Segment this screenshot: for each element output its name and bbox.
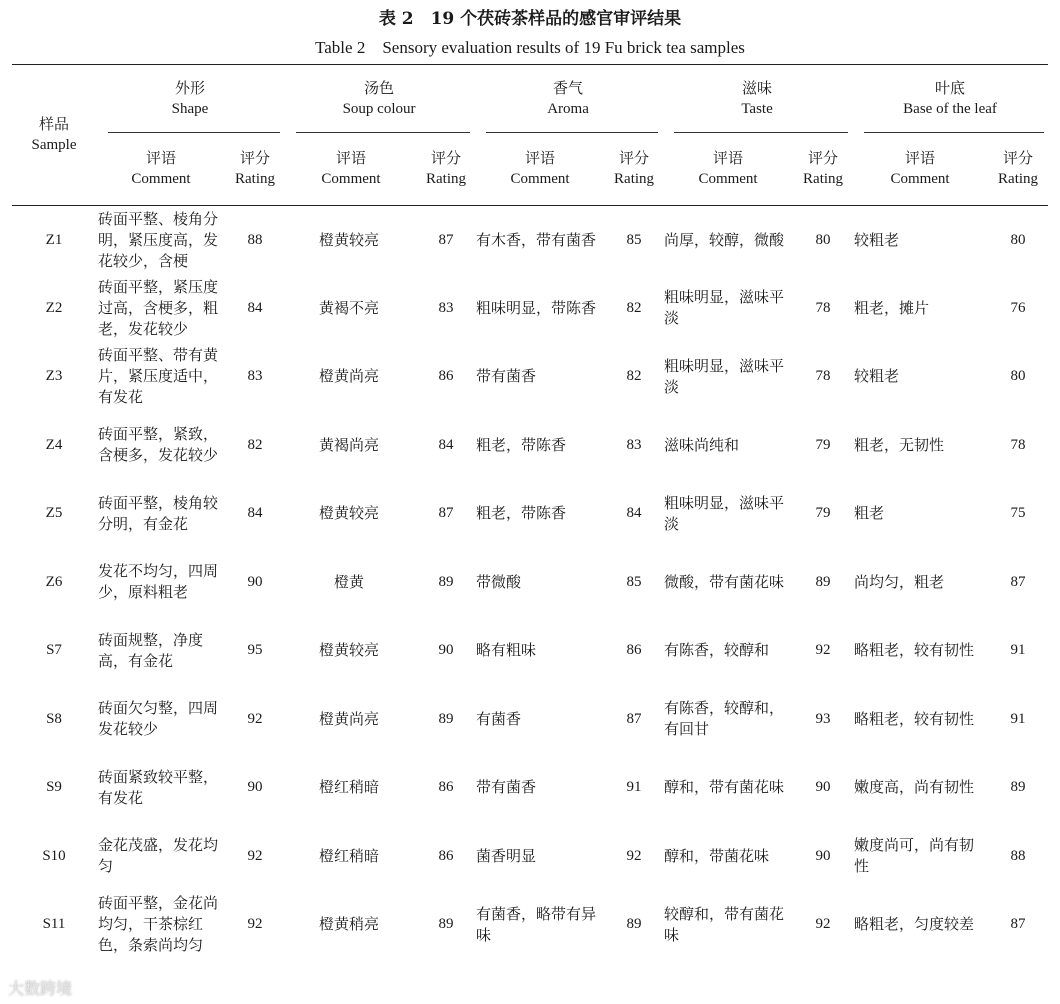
cell-aroma-comment: 有菌香，略带有异味 xyxy=(476,904,597,944)
cell-taste-rating: 78 xyxy=(815,299,831,316)
cell-soup-rating: 89 xyxy=(438,916,454,933)
cell-shape-rating: 90 xyxy=(247,573,263,590)
cell-aroma-comment: 粗老，带陈香 xyxy=(476,504,567,523)
cell-leaf-rating: 80 xyxy=(1010,231,1026,248)
cell-leaf-comment: 嫩度高，尚有韧性 xyxy=(854,778,975,797)
cell-soup-rating: 86 xyxy=(438,779,454,796)
cell-aroma-rating: 87 xyxy=(626,710,642,727)
cell-aroma-rating: 83 xyxy=(626,436,642,453)
cell-leaf-rating: 80 xyxy=(1010,368,1026,385)
table-row xyxy=(12,685,1048,754)
header-group-taste xyxy=(662,65,852,134)
header-rating xyxy=(794,133,852,206)
cell-soup-comment: 橙黄稍亮 xyxy=(319,915,380,934)
table-body xyxy=(12,206,1048,960)
cell-shape-comment: 砖面欠匀整，四周发花较少 xyxy=(98,699,219,739)
cell-shape-comment: 砖面规整，净度高，有金花 xyxy=(98,630,204,670)
header-subrow xyxy=(12,133,1048,206)
cell-soup-rating: 83 xyxy=(438,299,454,316)
cell-taste-comment: 有陈香，较醇和 xyxy=(664,641,770,660)
table-row xyxy=(12,754,1048,823)
header-sample-en: Sample xyxy=(31,137,77,153)
header-group-shape-en: Shape xyxy=(171,101,209,117)
sensory-evaluation-table xyxy=(12,64,1048,959)
cell-aroma-comment: 略有粗味 xyxy=(476,641,537,660)
cell-taste-rating: 79 xyxy=(815,505,831,522)
cell-leaf-rating: 91 xyxy=(1010,710,1026,727)
cell-aroma-rating: 89 xyxy=(626,916,642,933)
cell-shape-rating: 95 xyxy=(247,642,263,659)
header-group-aroma-en: Aroma xyxy=(547,101,589,117)
cell-soup-rating: 87 xyxy=(438,505,454,522)
header-comment-en: Comment xyxy=(890,171,950,187)
cell-taste-rating: 92 xyxy=(815,916,831,933)
cell-shape-rating: 92 xyxy=(247,710,263,727)
cell-taste-comment: 较醇和，带有菌花味 xyxy=(664,904,785,944)
header-rating-cn: 评分 xyxy=(1003,149,1034,167)
table-row xyxy=(12,548,1048,617)
header-group-taste-cn: 滋味 xyxy=(742,79,773,97)
cell-soup-comment: 橙黄尚亮 xyxy=(319,709,380,728)
table-row xyxy=(12,274,1048,343)
cell-soup-rating: 84 xyxy=(438,436,454,453)
header-rating-cn: 评分 xyxy=(240,149,271,167)
cell-leaf-comment: 嫩度尚可，尚有韧性 xyxy=(854,836,975,876)
cell-soup-rating: 90 xyxy=(438,642,454,659)
cell-taste-comment: 微酸，带有菌花味 xyxy=(664,572,785,591)
cell-aroma-rating: 91 xyxy=(626,779,642,796)
cell-soup-comment: 橙红稍暗 xyxy=(319,846,380,865)
header-rating-en: Rating xyxy=(614,171,655,187)
cell-taste-comment: 尚厚，较醇，微酸 xyxy=(664,230,785,249)
header-rating-en: Rating xyxy=(998,171,1039,187)
cell-shape-comment: 砖面平整，棱角较分明，有金花 xyxy=(98,493,219,533)
header-comment-cn: 评语 xyxy=(905,149,936,167)
cell-leaf-rating: 75 xyxy=(1010,505,1026,522)
cell-shape-rating: 90 xyxy=(247,779,263,796)
cell-taste-comment: 醇和，带菌花味 xyxy=(664,846,770,865)
header-rating xyxy=(418,133,474,206)
cell-sample: Z1 xyxy=(45,231,63,248)
header-comment-en: Comment xyxy=(698,171,758,187)
cell-sample: Z2 xyxy=(45,299,63,316)
header-comment xyxy=(96,133,226,206)
cell-sample: S7 xyxy=(46,642,62,659)
cell-shape-comment: 金花茂盛，发花均匀 xyxy=(98,836,219,876)
table-title-cn: 表 2 19 个茯砖茶样品的感官审评结果 xyxy=(378,9,682,29)
cell-soup-comment: 橙黄较亮 xyxy=(319,641,380,660)
header-group-aroma xyxy=(474,65,662,134)
cell-sample: S11 xyxy=(42,916,66,933)
cell-sample: Z6 xyxy=(45,573,63,590)
cell-sample: Z4 xyxy=(45,436,63,453)
cell-shape-comment: 砖面平整、带有黄片，紧压度适中，有发花 xyxy=(98,346,219,407)
header-comment xyxy=(852,133,988,206)
cell-leaf-rating: 76 xyxy=(1010,299,1026,316)
cell-aroma-comment: 带有菌香 xyxy=(476,778,537,797)
cell-soup-rating: 89 xyxy=(438,573,454,590)
cell-aroma-rating: 85 xyxy=(626,231,642,248)
cell-leaf-comment: 较粗老 xyxy=(854,230,900,249)
header-rating-cn: 评分 xyxy=(431,149,462,167)
cell-leaf-comment: 略粗老，匀度较差 xyxy=(854,915,975,934)
table-row xyxy=(12,343,1048,412)
cell-soup-comment: 黄褐尚亮 xyxy=(319,435,380,454)
table-row xyxy=(12,822,1048,891)
cell-aroma-comment: 有木香，带有菌香 xyxy=(476,230,597,249)
cell-aroma-rating: 82 xyxy=(626,299,642,316)
cell-shape-rating: 82 xyxy=(247,436,263,453)
cell-leaf-comment: 粗老 xyxy=(854,504,885,523)
table-row xyxy=(12,206,1048,275)
cell-shape-rating: 92 xyxy=(247,847,263,864)
cell-taste-comment: 粗味明显，滋味平淡 xyxy=(664,356,785,396)
header-group-soup-cn: 汤色 xyxy=(364,79,395,97)
cell-leaf-rating: 87 xyxy=(1010,573,1026,590)
cell-soup-comment: 橙红稍暗 xyxy=(319,778,380,797)
cell-shape-comment: 砖面平整，金花尚均匀，干茶棕红色，条索尚均匀 xyxy=(98,894,219,955)
cell-aroma-comment: 粗味明显，带陈香 xyxy=(476,298,597,317)
header-rating-cn: 评分 xyxy=(808,149,839,167)
table-row xyxy=(12,480,1048,549)
cell-shape-comment: 砖面平整、棱角分明，紧压度高，发花较少，含梗 xyxy=(98,209,219,270)
header-comment xyxy=(474,133,606,206)
header-comment xyxy=(284,133,418,206)
cell-aroma-comment: 有菌香 xyxy=(476,709,522,728)
cell-leaf-comment: 粗老，摊片 xyxy=(854,298,930,317)
cell-taste-rating: 93 xyxy=(815,710,831,727)
cell-shape-comment: 砖面紧致较平整，有发花 xyxy=(98,767,219,807)
cell-leaf-rating: 88 xyxy=(1010,847,1026,864)
cell-shape-comment: 砖面平整，紧致，含梗多，发花较少 xyxy=(98,425,219,465)
cell-sample: Z5 xyxy=(45,505,63,522)
header-comment-en: Comment xyxy=(131,171,191,187)
cell-taste-comment: 有陈香，较醇和，有回甘 xyxy=(664,699,785,739)
cell-shape-rating: 84 xyxy=(247,299,263,316)
header-comment-cn: 评语 xyxy=(713,149,744,167)
header-group-taste-en: Taste xyxy=(741,101,773,117)
cell-aroma-rating: 85 xyxy=(626,573,642,590)
table-row xyxy=(12,411,1048,480)
cell-aroma-comment: 带微酸 xyxy=(476,572,522,591)
header-group-shape-cn: 外形 xyxy=(175,79,206,97)
cell-leaf-comment: 较粗老 xyxy=(854,367,900,386)
cell-soup-comment: 橙黄尚亮 xyxy=(319,367,380,386)
table-row xyxy=(12,891,1048,960)
header-sample-cn: 样品 xyxy=(38,115,69,133)
header-sample xyxy=(12,65,96,206)
header-group-soup-colour xyxy=(284,65,474,134)
cell-taste-rating: 92 xyxy=(815,642,831,659)
cell-leaf-rating: 78 xyxy=(1010,436,1026,453)
cell-taste-rating: 79 xyxy=(815,436,831,453)
cell-taste-comment: 粗味明显，滋味平淡 xyxy=(664,288,785,328)
cell-shape-comment: 发花不均匀，四周少，原料粗老 xyxy=(98,562,219,602)
cell-soup-rating: 86 xyxy=(438,847,454,864)
cell-taste-comment: 粗味明显，滋味平淡 xyxy=(664,493,785,533)
cell-shape-comment: 砖面平整，紧压度过高，含梗多，粗老，发花较少 xyxy=(98,277,219,338)
cell-leaf-rating: 89 xyxy=(1010,779,1026,796)
cell-leaf-comment: 略粗老，较有韧性 xyxy=(854,641,975,660)
cell-shape-rating: 88 xyxy=(247,231,263,248)
cell-leaf-rating: 91 xyxy=(1010,642,1026,659)
cell-leaf-comment: 尚均匀，粗老 xyxy=(854,572,945,591)
cell-aroma-rating: 86 xyxy=(626,642,642,659)
cell-soup-rating: 86 xyxy=(438,368,454,385)
cell-leaf-comment: 粗老，无韧性 xyxy=(854,435,945,454)
cell-taste-rating: 80 xyxy=(815,231,831,248)
header-group-aroma-cn: 香气 xyxy=(553,79,584,97)
cell-aroma-comment: 菌香明显 xyxy=(476,846,537,865)
cell-aroma-rating: 82 xyxy=(626,368,642,385)
cell-taste-rating: 90 xyxy=(815,847,831,864)
header-rating-en: Rating xyxy=(235,171,275,187)
header-rating-en: Rating xyxy=(803,171,844,187)
cell-soup-comment: 橙黄较亮 xyxy=(319,230,380,249)
header-comment-en: Comment xyxy=(510,171,570,187)
header-comment-en: Comment xyxy=(321,171,381,187)
header-rating-en: Rating xyxy=(426,171,467,187)
cell-soup-comment: 橙黄 xyxy=(334,572,365,591)
header-rating xyxy=(606,133,662,206)
cell-sample: S10 xyxy=(42,847,66,864)
header-group-leaf-base xyxy=(852,65,1048,134)
cell-taste-comment: 滋味尚纯和 xyxy=(664,435,740,454)
cell-aroma-rating: 92 xyxy=(626,847,642,864)
header-rating xyxy=(988,133,1048,206)
header-comment-cn: 评语 xyxy=(145,149,176,167)
cell-taste-rating: 90 xyxy=(815,779,831,796)
header-comment xyxy=(662,133,794,206)
cell-soup-comment: 橙黄较亮 xyxy=(319,504,380,523)
header-comment-cn: 评语 xyxy=(336,149,367,167)
cell-leaf-rating: 87 xyxy=(1010,916,1026,933)
header-group-shape xyxy=(96,65,284,134)
cell-taste-rating: 78 xyxy=(815,368,831,385)
cell-aroma-rating: 84 xyxy=(626,505,642,522)
table-row xyxy=(12,617,1048,686)
header-group-leaf-en: Base of the leaf xyxy=(903,101,997,117)
header-rating xyxy=(226,133,284,206)
header-rating-cn: 评分 xyxy=(619,149,650,167)
header-group-leaf-cn: 叶底 xyxy=(935,79,966,97)
cell-soup-rating: 89 xyxy=(438,710,454,727)
cell-sample: S8 xyxy=(46,710,62,727)
table-title-en: Table 2 Sensory evaluation results of 19 Fu brick tea samples xyxy=(315,38,745,57)
cell-leaf-comment: 略粗老，较有韧性 xyxy=(854,709,975,728)
cell-shape-rating: 92 xyxy=(247,916,263,933)
cell-taste-rating: 89 xyxy=(815,573,831,590)
cell-aroma-comment: 粗老，带陈香 xyxy=(476,435,567,454)
cell-sample: S9 xyxy=(46,779,62,796)
cell-shape-rating: 84 xyxy=(247,505,263,522)
cell-aroma-comment: 带有菌香 xyxy=(476,367,537,386)
cell-soup-rating: 87 xyxy=(438,231,454,248)
cell-shape-rating: 83 xyxy=(247,368,263,385)
header-group-soup-en: Soup colour xyxy=(342,101,416,117)
header-comment-cn: 评语 xyxy=(525,149,556,167)
cell-sample: Z3 xyxy=(45,368,63,385)
watermark: 大数跨境 xyxy=(8,979,73,998)
cell-soup-comment: 黄褐不亮 xyxy=(319,298,380,317)
cell-taste-comment: 醇和，带有菌花味 xyxy=(664,778,785,797)
